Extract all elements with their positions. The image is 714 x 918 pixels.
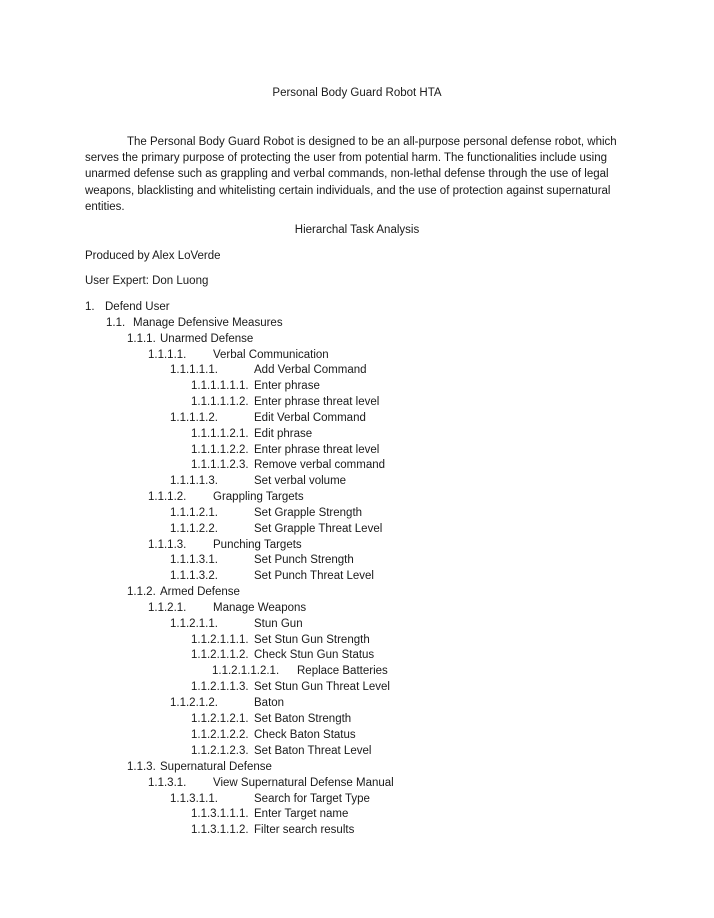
outline-label: Add Verbal Command [254, 364, 367, 376]
outline-number: 1.1.1.1. [148, 349, 187, 361]
document-title: Personal Body Guard Robot HTA [272, 87, 442, 99]
intro-text: The Personal Body Guard Robot is designed to be an all-purpose personal defense robot, which serves the primary purpose of protecting the user from potential harm. The functionalities include using unarmed defense such as grappling and verbal commands, non-lethal defense through the use of legal weapons, blacklisting and whitelisting certain individuals, and the use of protection against supernatural entities. [85, 136, 617, 213]
outline-label: Manage Weapons [213, 602, 307, 614]
outline-number: 1.1.1.2.1. [170, 507, 218, 519]
outline-number: 1.1.1.2. [148, 491, 187, 503]
outline-label: Edit Verbal Command [254, 412, 366, 424]
outline-number: 1.1.1.1.2. [170, 412, 218, 424]
outline-number: 1.1.1.3. [148, 539, 187, 551]
user-expert: User Expert: Don Luong [85, 275, 209, 287]
outline-number: 1.1.3.1.1.2. [191, 824, 249, 836]
intro-paragraph [85, 134, 633, 215]
outline-label: Verbal Communication [213, 349, 329, 361]
outline-number: 1.1.1. [127, 333, 156, 345]
outline-number: 1.1.3. [127, 761, 156, 773]
outline-label: Set Punch Threat Level [254, 570, 374, 582]
outline-number: 1.1.1.1.3. [170, 475, 218, 487]
outline-label: Enter phrase threat level [254, 444, 380, 456]
outline-number: 1.1.2.1.1. [170, 618, 218, 630]
outline-number: 1.1.1.3.1. [170, 554, 218, 566]
outline-number: 1.1.1.1.1.1. [191, 380, 249, 392]
outline-number: 1.1.1.1.1. [170, 364, 218, 376]
outline-label: Search for Target Type [254, 793, 370, 805]
outline-label: Punching Targets [213, 539, 302, 551]
outline-number: 1.1.2.1.1.2.1. [212, 665, 280, 677]
outline-label: Edit phrase [254, 428, 313, 440]
outline-number: 1.1.2. [127, 586, 156, 598]
outline-label: Supernatural Defense [160, 761, 272, 773]
outline-label: Baton [254, 697, 285, 709]
outline-number: 1.1.1.1.1.2. [191, 396, 249, 408]
outline-number: 1.1.3.1.1. [170, 793, 218, 805]
outline-label: Check Stun Gun Status [254, 649, 375, 661]
outline-label: Defend User [105, 301, 170, 313]
outline-number: 1.1. [106, 317, 126, 329]
outline-number: 1.1.1.3.2. [170, 570, 218, 582]
outline-number: 1.1.1.1.2.3. [191, 459, 249, 471]
outline-number: 1.1.1.1.2.1. [191, 428, 249, 440]
outline-label: Unarmed Defense [160, 333, 254, 345]
outline-label: Check Baton Status [254, 729, 356, 741]
outline-number: 1.1.2.1.2.2. [191, 729, 249, 741]
outline-number: 1.1.3.1.1.1. [191, 808, 249, 820]
outline-label: View Supernatural Defense Manual [213, 777, 394, 789]
outline-label: Set Grapple Strength [254, 507, 363, 519]
outline-number: 1.1.2.1.1.1. [191, 634, 249, 646]
outline-number: 1.1.2.1.2.1. [191, 713, 249, 725]
outline-label: Set verbal volume [254, 475, 347, 487]
outline-label: Enter phrase threat level [254, 396, 380, 408]
outline-label: Set Stun Gun Strength [254, 634, 370, 646]
outline-label: Enter phrase [254, 380, 320, 392]
outline-label: Set Grapple Threat Level [254, 523, 383, 535]
outline-label: Set Baton Threat Level [254, 745, 372, 757]
outline-number: 1.1.2.1. [148, 602, 187, 614]
outline-label: Set Stun Gun Threat Level [254, 681, 390, 693]
outline-number: 1.1.3.1. [148, 777, 187, 789]
outline-label: Enter Target name [254, 808, 349, 820]
outline-label: Stun Gun [254, 618, 303, 630]
section-heading: Hierarchal Task Analysis [294, 224, 420, 236]
outline-label: Manage Defensive Measures [133, 317, 283, 329]
outline-label: Replace Batteries [297, 665, 388, 677]
outline-label: Grappling Targets [213, 491, 304, 503]
outline-number: 1.1.1.1.2.2. [191, 444, 249, 456]
outline-label: Set Baton Strength [254, 713, 352, 725]
outline-number: 1.1.2.1.1.3. [191, 681, 249, 693]
outline-number: 1.1.2.1.1.2. [191, 649, 249, 661]
produced-by: Produced by Alex LoVerde [85, 250, 221, 262]
outline-number: 1. [85, 301, 95, 313]
outline-label: Set Punch Strength [254, 554, 354, 566]
outline-number: 1.1.2.1.2. [170, 697, 218, 709]
outline-number: 1.1.2.1.2.3. [191, 745, 249, 757]
outline-label: Remove verbal command [254, 459, 386, 471]
outline-label: Filter search results [254, 824, 355, 836]
outline-label: Armed Defense [160, 586, 240, 598]
outline-number: 1.1.1.2.2. [170, 523, 218, 535]
